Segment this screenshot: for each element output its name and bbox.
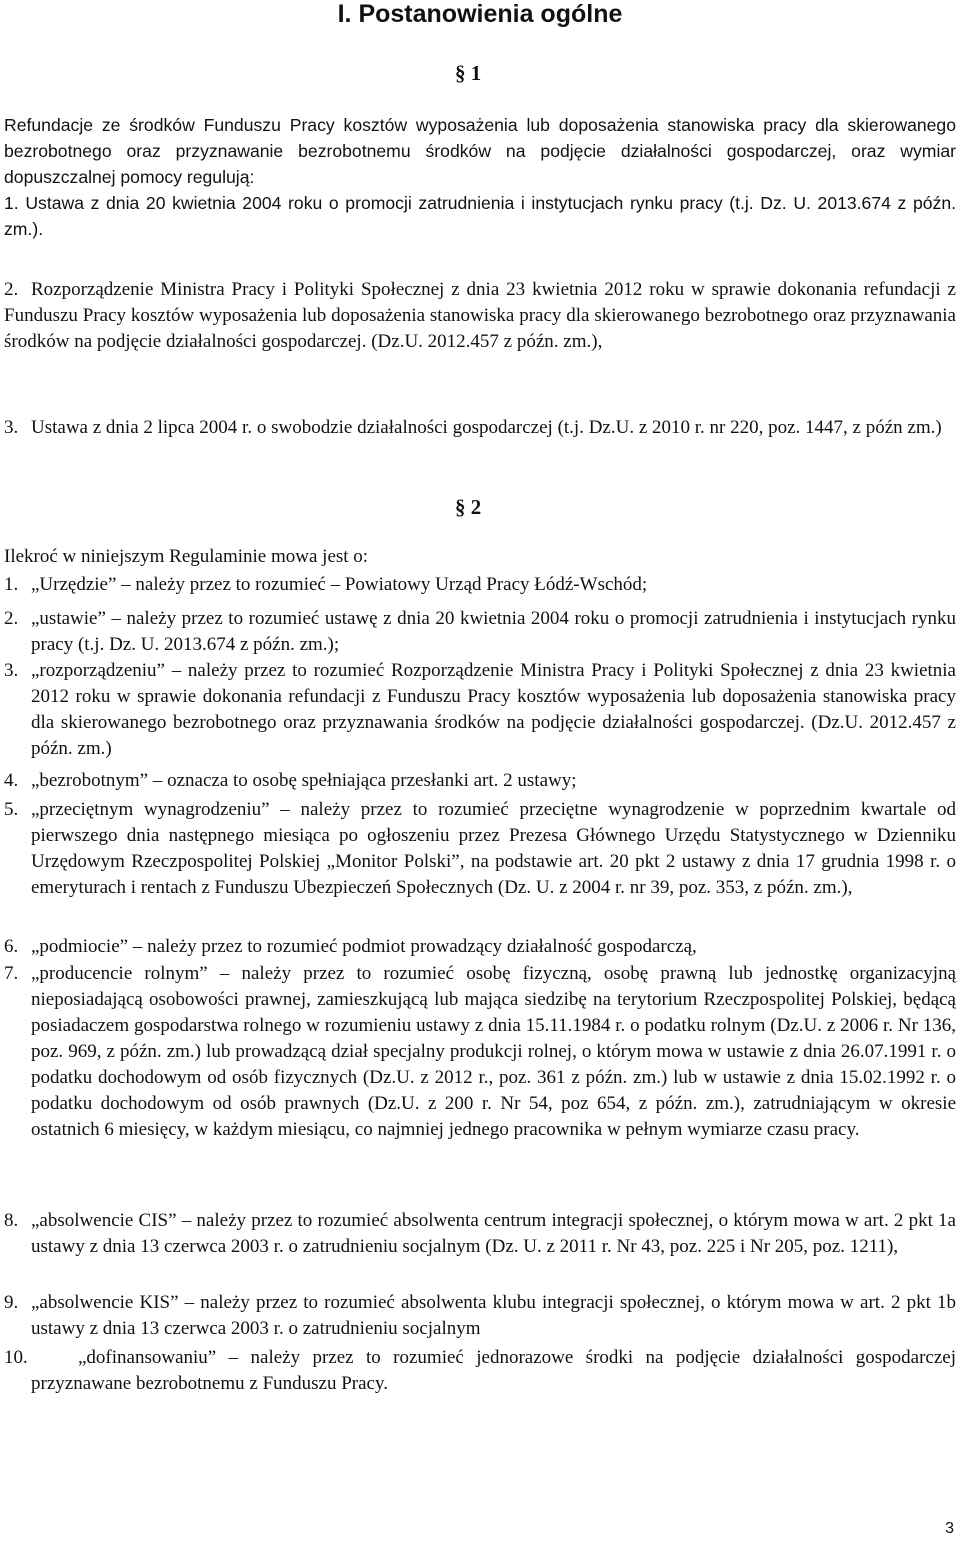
item-text: „podmiocie” – należy przez to rozumieć podmiot prowadzący działalność gospodarczą, (31, 936, 697, 957)
chapter-heading: I. Postanowienia ogólne (337, 0, 623, 28)
item-number: 7. (4, 963, 19, 984)
item-text: „Urzędzie” – należy przez to rozumieć – Powiatowy Urząd Pracy Łódź-Wschód; (31, 574, 648, 595)
item-text: „przeciętnym wynagrodzeniu” – należy przez to rozumieć przeciętne wynagrodzenie w poprzednim kwartale od pierwszego dnia następnego miesiąca po ogłoszeniu przez Prezesa Głównego Urzędu Statystycznego w Dzienniku Urzędowym Rzeczpospolitej Polskiej „Monitor Polski”, na podstawie art. 20 pkt 2 ustawy z dnia 17 grudnia 1998 r. o emeryturach i rentach z Funduszu Ubezpieczeń Społecznych (Dz. U. z 2004 r. nr 39, poz. 353, z późn. zm.), (31, 799, 956, 898)
section-1-item-1 (4, 190, 956, 242)
section-2-item-1 (4, 572, 956, 598)
section-2-item-4 (4, 768, 956, 794)
item-number: 10. (4, 1347, 28, 1368)
item-text: Rozporządzenie Ministra Pracy i Polityki Społecznej z dnia 23 kwietnia 2012 roku w sprawie dokonania refundacji z Funduszu Pracy kosztów wyposażenia lub doposażenia stanowiska pracy dla skierowanego bezrobotnego oraz przyznawania środków na podjęcie działalności gospodarczej. (Dz.U. 2012.457 z późn. zm.), (4, 279, 956, 352)
item-number: 2. (4, 279, 19, 300)
section-2-item-5 (4, 797, 956, 901)
item-text: „absolwencie CIS” – należy przez to rozumieć absolwenta centrum integracji społecznej, o którym mowa w art. 2 pkt 1a ustawy z dnia 13 czerwca 2003 r. o zatrudnieniu socjalnym (Dz. U. z 2011 r. Nr 43, poz. 225 i Nr 205, poz. 1211), (31, 1210, 956, 1257)
item-text: „rozporządzeniu” – należy przez to rozumieć Rozporządzenie Ministra Pracy i Polityki Społecznej z dnia 23 kwietnia 2012 roku w sprawie dokonania refundacji z Funduszu Pracy kosztów wyposażenia lub doposażenia stanowiska pracy dla skierowanego bezrobotnego oraz przyznawania środków na podjęcie działalności gospodarczej. (Dz.U. 2012.457 z późn. zm.) (31, 660, 956, 759)
item-number: 4. (4, 770, 19, 791)
item-number: 5. (4, 799, 19, 820)
item-number: 6. (4, 936, 19, 957)
section-1-item-3 (4, 415, 956, 441)
section-2-item-7 (4, 961, 956, 1143)
item-text: „producencie rolnym” – należy przez to rozumieć osobę fizyczną, osobę prawną lub jednostkę organizacyjną nieposiadającą osobowości prawnej, zamieszkującą lub mająca siedzibę na terytorium Rzeczpospolitej Polskiej, będącą posiadaczem gospodarstwa rolnego w rozumieniu ustawy z dnia 15.11.1984 r. o podatku rolnym (Dz.U. z 2006 r. Nr 136, poz. 969, z późn. zm.) lub prowadzącą dział specjalny produkcji rolnej, o którym mowa w ustawie z dnia 26.07.1991 r. o podatku dochodowym od osób fizycznych (Dz.U. z 2012 r., poz. 361 z późn. zm.) lub w ustawie z dnia 15.02.1992 r. o podatku dochodowym od osób prawnych (Dz.U. z 200 r. Nr 54, poz 654, z późn. zm.), zatrudniającym w okresie ostatnich 6 miesięcy, w każdym miesiącu, co najmniej jednego pracownika w pełnym wymiarze czasu pracy. (31, 963, 956, 1140)
section-2-item-2 (4, 606, 956, 658)
item-number: 1. (4, 193, 19, 213)
section-2-sign: § 2 (455, 495, 482, 519)
section-1-intro: Refundacje ze środków Funduszu Pracy kosztów wyposażenia lub doposażenia stanowiska pracy dla skierowanego bezrobotnego oraz przyznawanie bezrobotnemu środków na podjęcie działalności gospodarczej, oraz wymiar dopuszczalnej pomocy regulują: (4, 115, 956, 187)
section-2-item-3 (4, 658, 956, 762)
item-number: 9. (4, 1292, 19, 1313)
item-text: Ustawa z dnia 2 lipca 2004 r. o swobodzie działalności gospodarczej (t.j. Dz.U. z 2010 r. nr 220, poz. 1447, z późn zm.) (31, 417, 942, 438)
item-number: 8. (4, 1210, 19, 1231)
section-1-sign: § 1 (455, 61, 482, 85)
item-number: 3. (4, 417, 19, 438)
section-2-intro: Ilekroć w niniejszym Regulaminie mowa jest o: (4, 546, 369, 567)
item-number: 3. (4, 660, 19, 681)
section-2-item-10 (4, 1345, 956, 1397)
item-text: Ustawa z dnia 20 kwietnia 2004 roku o promocji zatrudnienia i instytucjach rynku pracy (t.j. Dz. U. 2013.674 z późn. zm.). (4, 193, 956, 239)
item-text: „ustawie” – należy przez to rozumieć ustawę z dnia 20 kwietnia 2004 roku o promocji zatrudnienia i instytucjach rynku pracy (t.j. Dz. U. 2013.674 z późn. zm.); (31, 608, 956, 655)
item-number: 2. (4, 608, 19, 629)
section-2-item-8 (4, 1208, 956, 1260)
section-2-item-9 (4, 1290, 956, 1342)
item-text: „absolwencie KIS” – należy przez to rozumieć absolwenta klubu integracji społecznej, o którym mowa w art. 2 pkt 1b ustawy z dnia 13 czerwca 2003 r. o zatrudnieniu socjalnym (31, 1292, 956, 1339)
item-number: 1. (4, 574, 19, 595)
section-2-item-6 (4, 934, 956, 960)
section-1-item-2 (4, 277, 956, 355)
item-text: „dofinansowaniu” – należy przez to rozumieć jednorazowe środki na podjęcie działalności gospodarczej przyznawane bezrobotnemu z Funduszu Pracy. (31, 1347, 956, 1394)
item-text: „bezrobotnym” – oznacza to osobę spełniająca przesłanki art. 2 ustawy; (31, 770, 577, 791)
page-number: 3 (945, 1520, 954, 1537)
